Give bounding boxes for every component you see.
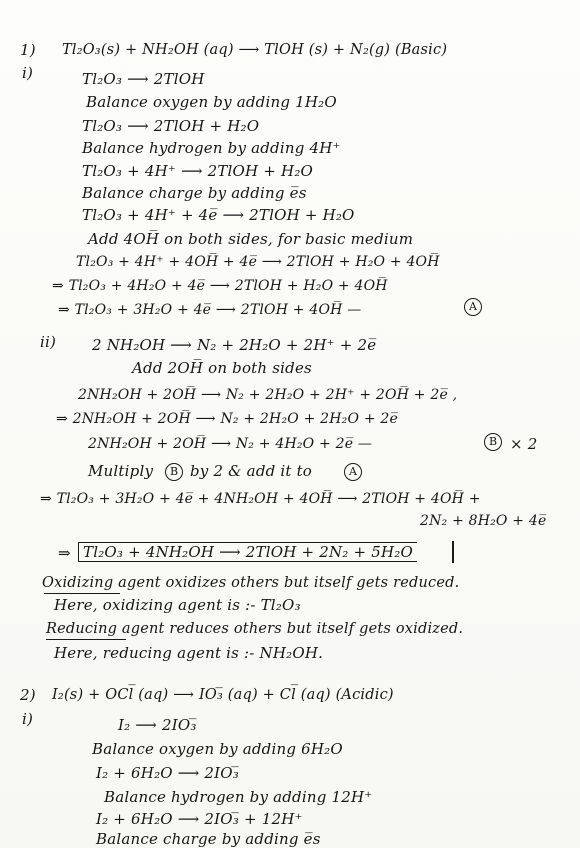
- question-2-equation: I₂(s) + OCl̅ (aq) ⟶ IO₃̅ (aq) + Cl̅ (aq) (Acidic): [52, 687, 394, 703]
- part-i-label: i): [22, 710, 34, 728]
- equation-marker-b: B: [484, 433, 502, 451]
- underline: [46, 639, 126, 640]
- step-line: Tl₂O₃ + 4H⁺ + 4e̅ ⟶ 2TlOH + H₂O: [82, 206, 355, 224]
- step-line: Balance hydrogen by adding 12H⁺: [104, 788, 373, 806]
- step-line: Tl₂O₃ ⟶ 2TlOH: [82, 70, 205, 88]
- oxidizing-agent-definition: Oxidizing agent oxidizes others but itself gets reduced.: [42, 575, 460, 591]
- final-box-edge: [452, 541, 454, 563]
- step-line: Balance charge by adding e̅s: [96, 830, 321, 848]
- step-line: Tl₂O₃ + 4H⁺ ⟶ 2TlOH + H₂O: [82, 162, 314, 180]
- reducing-agent-definition: Reducing agent reduces others but itself gets oxidized.: [46, 621, 464, 637]
- underline: [44, 593, 120, 594]
- oxidizing-agent-answer: Here, oxidizing agent is :- Tl₂O₃: [54, 596, 301, 614]
- step-line: ⇒ Tl₂O₃ + 3H₂O + 4e̅ ⟶ 2TlOH + 4OH̅ —: [58, 302, 362, 318]
- step-line: Add 4OH̅ on both sides, for basic medium: [88, 230, 414, 248]
- step-line: Tl₂O₃ ⟶ 2TlOH + H₂O: [82, 117, 260, 135]
- sum-line: ⇒ Tl₂O₃ + 3H₂O + 4e̅ + 4NH₂OH + 4OH̅ ⟶ 2TlOH + 4OH̅ +: [40, 491, 481, 507]
- step-line: I₂ + 6H₂O ⟶ 2IO₃̅: [96, 764, 239, 782]
- step-line: 2NH₂OH + 2OH̅ ⟶ N₂ + 2H₂O + 2H⁺ + 2OH̅ + 2e̅ ,: [78, 387, 458, 403]
- equation-marker-b: B: [165, 463, 183, 481]
- step-line: I₂ ⟶ 2IO₃̅: [118, 716, 197, 734]
- reducing-agent-answer: Here, reducing agent is :- NH₂OH.: [54, 644, 324, 662]
- question-2-number: 2): [20, 686, 36, 704]
- step-line: Balance charge by adding e̅s: [82, 184, 307, 202]
- step-line: 2NH₂OH + 2OH̅ ⟶ N₂ + 4H₂O + 2e̅ —: [88, 436, 373, 452]
- step-line: Balance oxygen by adding 1H₂O: [86, 93, 337, 111]
- part-ii-label: ii): [40, 333, 57, 351]
- step-line: Add 2OH̅ on both sides: [132, 359, 312, 377]
- equation-marker-a: A: [344, 463, 362, 481]
- step-line: Tl₂O₃ + 4H⁺ + 4OH̅ + 4e̅ ⟶ 2TlOH + H₂O + 4OH̅: [76, 254, 440, 270]
- step-line: ⇒ 2NH₂OH + 2OH̅ ⟶ N₂ + 2H₂O + 2H₂O + 2e̅: [56, 411, 399, 427]
- final-arrow: ⇒: [58, 544, 71, 562]
- multiply-text: by 2 & add it to: [190, 462, 313, 480]
- step-line: ⇒ Tl₂O₃ + 4H₂O + 4e̅ ⟶ 2TlOH + H₂O + 4OH̅: [52, 278, 388, 294]
- question-1-number: 1): [20, 41, 36, 59]
- step-line: I₂ + 6H₂O ⟶ 2IO₃̅ + 12H⁺: [96, 810, 303, 828]
- step-line: 2 NH₂OH ⟶ N₂ + 2H₂O + 2H⁺ + 2e̅: [92, 336, 377, 354]
- step-line: Balance oxygen by adding 6H₂O: [92, 740, 343, 758]
- sum-line: 2N₂ + 8H₂O + 4e̅: [420, 513, 547, 529]
- multiplier: × 2: [510, 435, 538, 453]
- question-1-equation: Tl₂O₃(s) + NH₂OH (aq) ⟶ TlOH (s) + N₂(g) (Basic): [62, 42, 448, 58]
- step-line: Balance hydrogen by adding 4H⁺: [82, 139, 341, 157]
- final-balanced-equation: Tl₂O₃ + 4NH₂OH ⟶ 2TlOH + 2N₂ + 5H₂O: [78, 542, 417, 562]
- multiply-text: Multiply: [88, 462, 154, 480]
- equation-marker-a: A: [464, 298, 482, 316]
- part-i-label: i): [22, 64, 34, 82]
